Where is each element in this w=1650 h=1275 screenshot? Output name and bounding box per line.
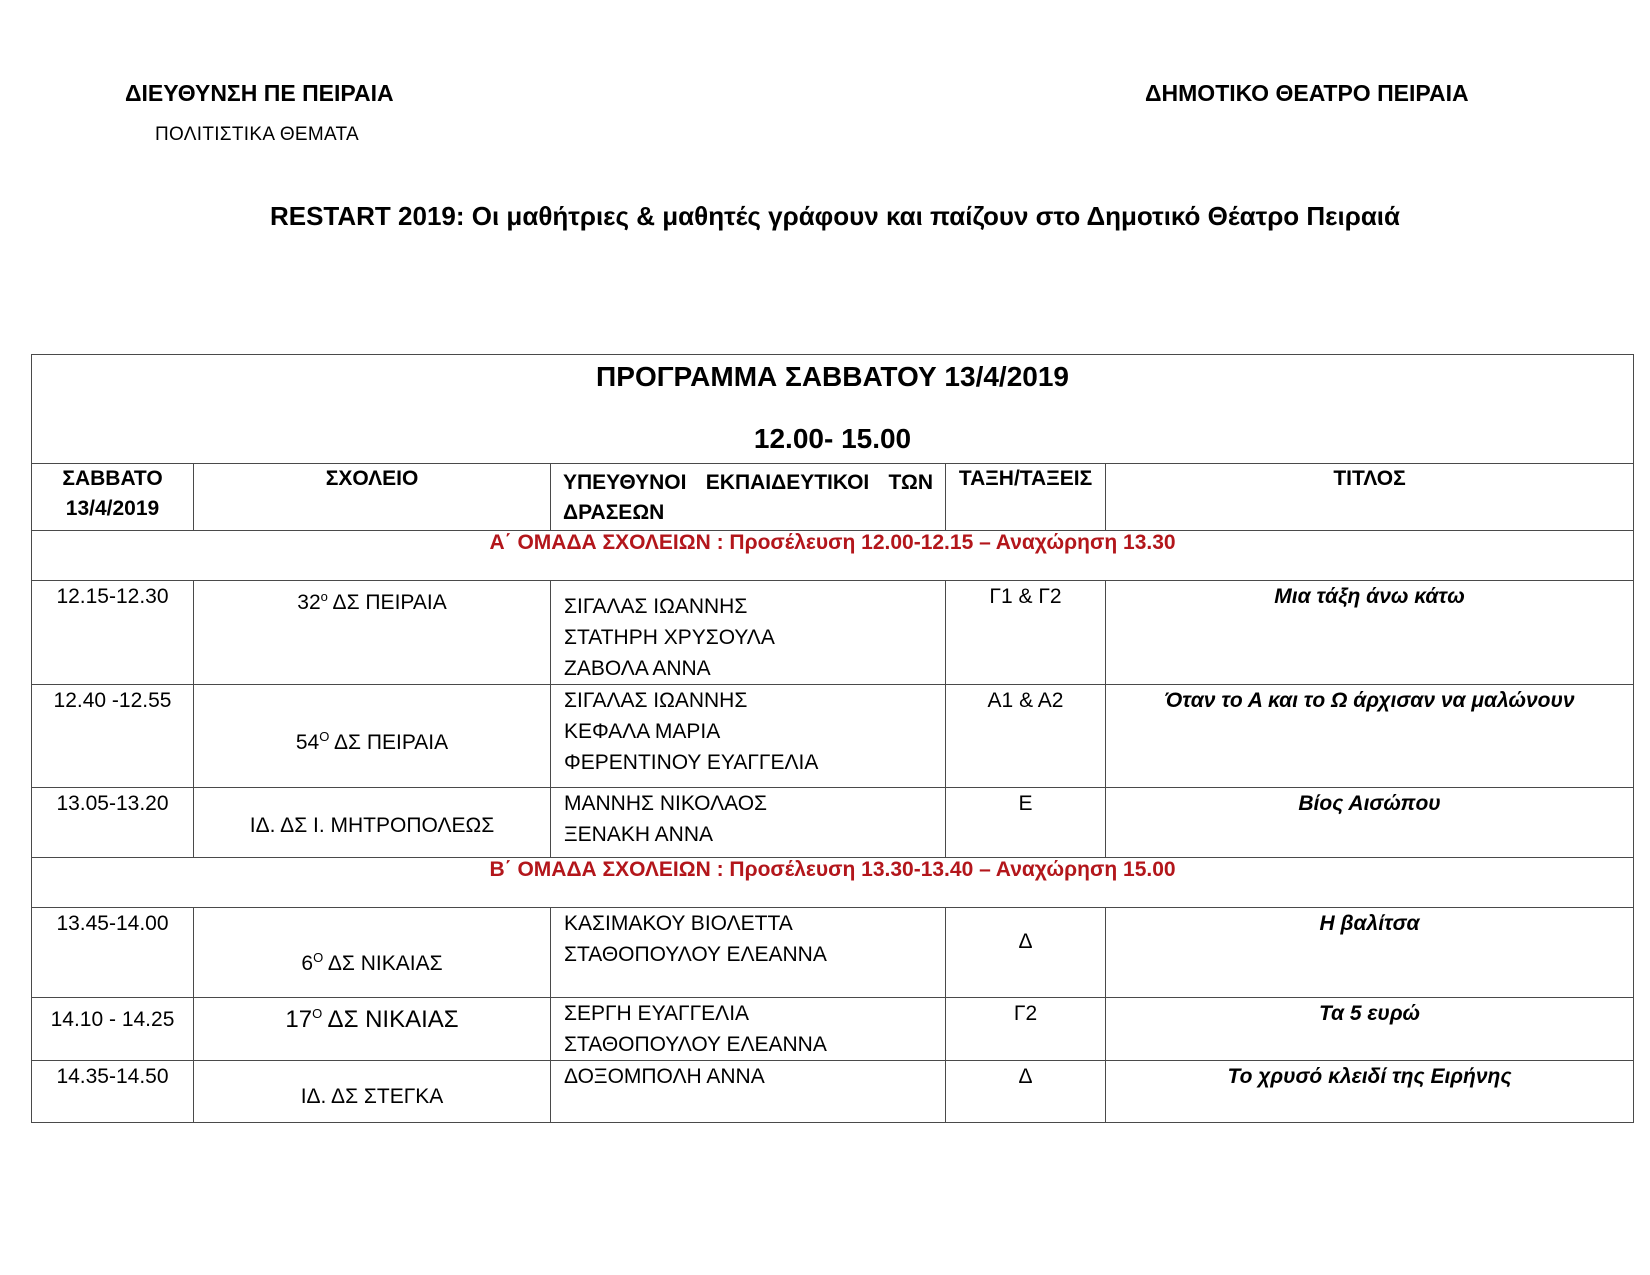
directorate-title: ΔΙΕΥΘΥΝΣΗ ΠΕ ΠΕΙΡΑΙΑ (125, 80, 394, 106)
col-header-teachers: ΥΠΕΥΘΥΝΟΙ ΕΚΠΑΙΔΕΥΤΙΚΟΙ ΤΩΝ ΔΡΑΣΕΩΝ (551, 464, 946, 531)
group-a-banner: Α΄ ΟΜΑΔΑ ΣΧΟΛΕΙΩΝ : Προσέλευση 12.00-12.15 – Αναχώρηση 13.30 (32, 531, 1634, 581)
col-header-title: ΤΙΤΛΟΣ (1106, 464, 1634, 531)
class-cell: Δ (946, 908, 1106, 998)
document-title: RESTART 2019: Οι μαθήτριες & μαθητές γράφουν και παίζουν στο Δημοτικό Θέατρο Πειραιά (269, 201, 1401, 231)
table-row (32, 998, 1634, 1061)
class-cell: Γ2 (946, 998, 1106, 1061)
slot-time: 13.05-13.20 (32, 788, 194, 858)
table-row (32, 1061, 1634, 1123)
slot-time: 12.40 -12.55 (32, 685, 194, 788)
class-cell: Δ (946, 1061, 1106, 1123)
table-row (32, 685, 1634, 788)
school-name: $54^O$ ΔΣ ΠΕΙΡΑΙΑ (194, 685, 551, 788)
program-hours: 12.00- 15.00 (753, 423, 912, 454)
teachers-list: ΣΙΓΑΛΑΣ ΙΩΑΝΝΗΣ ΣΤΑΤΗΡΗ ΧΡΥΣΟΥΛΑ ΖΑΒΟΛΑ ΑΝΝΑ (551, 581, 946, 685)
play-title: Όταν το Α και το Ω άρχισαν να μαλώνουν (1106, 685, 1634, 788)
table-row (32, 581, 1634, 685)
slot-time: 14.35-14.50 (32, 1061, 194, 1123)
col-header-date: ΣΑΒΒΑΤΟ 13/4/2019 (32, 464, 194, 531)
school-name: $32^o$ ΔΣ ΠΕΙΡΑΙΑ (194, 581, 551, 685)
play-title: Η βαλίτσα (1106, 908, 1634, 998)
table-row (32, 788, 1634, 858)
play-title: Το χρυσό κλειδί της Ειρήνης (1106, 1061, 1634, 1123)
teachers-list: ΔΟΞΟΜΠΟΛΗ ΑΝΝΑ (551, 1061, 946, 1123)
column-headers (32, 464, 1634, 531)
col-header-school: ΣΧΟΛΕΙΟ (194, 464, 551, 531)
slot-time: 14.10 - 14.25 (32, 998, 194, 1061)
program-title: ΠΡΟΓΡΑΜΜΑ ΣΑΒΒΑΤΟΥ 13/4/2019 (596, 361, 1069, 392)
department-subtitle: ΠΟΛΙΤΙΣΤΙΚΑ ΘΕΜΑΤΑ (155, 124, 360, 145)
school-name: ΙΔ. ΔΣ ΣΤΕΓΚΑ (194, 1061, 551, 1123)
table-row (32, 908, 1634, 998)
slot-time: 12.15-12.30 (32, 581, 194, 685)
school-name: $17^O$ ΔΣ ΝΙΚΑΙΑΣ (194, 998, 551, 1061)
teachers-list: ΣΕΡΓΗ ΕΥΑΓΓΕΛΙΑ ΣΤΑΘΟΠΟΥΛΟΥ ΕΛΕΑΝΝΑ (551, 998, 946, 1061)
group-b-banner: Β΄ ΟΜΑΔΑ ΣΧΟΛΕΙΩΝ : Προσέλευση 13.30-13.40 – Αναχώρηση 15.00 (32, 858, 1634, 908)
school-name: ΙΔ. ΔΣ Ι. ΜΗΤΡΟΠΟΛΕΩΣ (194, 788, 551, 858)
play-title: Μια τάξη άνω κάτω (1106, 581, 1634, 685)
class-cell: Α1 & Α2 (946, 685, 1106, 788)
school-name: $6^O$ ΔΣ ΝΙΚΑΙΑΣ (194, 908, 551, 998)
play-title: Τα 5 ευρώ (1106, 998, 1634, 1061)
class-cell: Ε (946, 788, 1106, 858)
teachers-list: ΜΑΝΝΗΣ ΝΙΚΟΛΑΟΣ ΞΕΝΑΚΗ ΑΝΝΑ (551, 788, 946, 858)
col-header-class: ΤΑΞΗ/ΤΑΞΕΙΣ (946, 464, 1106, 531)
slot-time: 13.45-14.00 (32, 908, 194, 998)
teachers-list: ΣΙΓΑΛΑΣ ΙΩΑΝΝΗΣ ΚΕΦΑΛΑ ΜΑΡΙΑ ΦΕΡΕΝΤΙΝΟΥ ΕΥΑΓΓΕΛΙΑ (551, 685, 946, 788)
class-cell: Γ1 & Γ2 (946, 581, 1106, 685)
theatre-title: ΔΗΜΟΤΙΚΟ ΘΕΑΤΡΟ ΠΕΙΡΑΙΑ (1145, 80, 1469, 106)
play-title: Βίος Αισώπου (1106, 788, 1634, 858)
program-title-cell (32, 355, 1634, 464)
program-table (31, 354, 1634, 1123)
teachers-list: ΚΑΣΙΜΑΚΟΥ ΒΙΟΛΕΤΤΑ ΣΤΑΘΟΠΟΥΛΟΥ ΕΛΕΑΝΝΑ (551, 908, 946, 998)
